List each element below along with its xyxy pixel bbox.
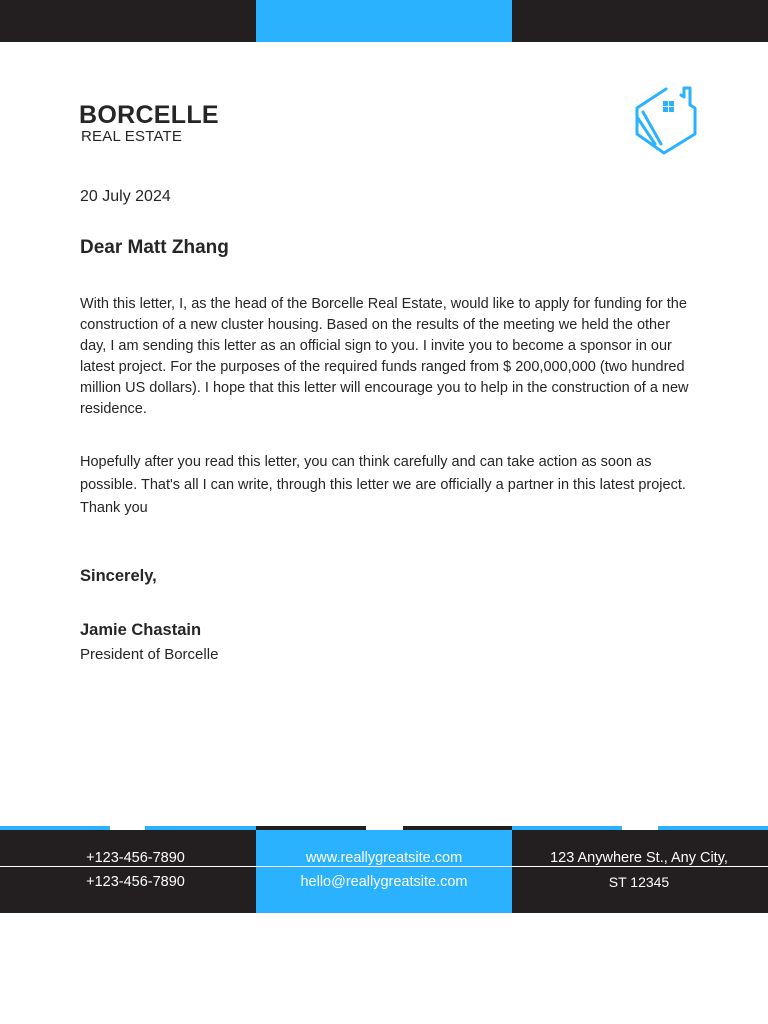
footer-email-link[interactable]: hello@reallygreatsite.com — [300, 874, 468, 890]
top-bar-dark-right — [512, 0, 768, 42]
footer-website-link[interactable]: www.reallygreatsite.com — [305, 850, 463, 866]
letter-salutation: Dear Matt Zhang — [80, 237, 229, 258]
footer-phone-1: +123-456-7890 — [86, 850, 185, 866]
footer-address-line-1: 123 Anywhere St., Any City, — [550, 850, 728, 866]
letter-paragraph-1: With this letter, I, as the head of the Borcelle Real Estate, would like to apply for funding for the construction of a new cluster housing. Based on the results of the meeting we held the other day, I am sending this letter as an official sign to you. I invite you to become a sponsor in our latest project. For the purposes of the required funds ranged from $ 200,000,000 (two hundred million US dollars). I hope that this letter will encourage you to help in the construction of a new residence. — [80, 296, 689, 417]
letter-closing: Sincerely, — [80, 567, 157, 585]
footer-address-block — [512, 830, 768, 913]
footer-address-line-2: ST 12345 — [608, 874, 670, 890]
top-decorative-bar — [0, 0, 768, 42]
company-tagline: REAL ESTATE — [81, 128, 183, 145]
footer-phone-2: +123-456-7890 — [86, 874, 185, 890]
signer-title: President of Borcelle — [80, 646, 219, 663]
signer-name: Jamie Chastain — [80, 621, 202, 639]
top-bar-dark-left — [0, 0, 256, 42]
top-bar-accent-center — [256, 0, 512, 42]
footer-phone-block — [0, 830, 256, 913]
letter-paragraph-2: Hopefully after you read this letter, you can think carefully and can take action as soon as possible. That's all I can write, through this letter we are officially a partner in this latest project. Thank you — [80, 454, 686, 516]
footer-divider-line — [0, 866, 768, 867]
footer-web-block — [256, 830, 512, 913]
company-name: BORCELLE — [79, 101, 219, 129]
house-hexagon-icon — [633, 84, 699, 156]
letter-date: 20 July 2024 — [80, 188, 171, 205]
